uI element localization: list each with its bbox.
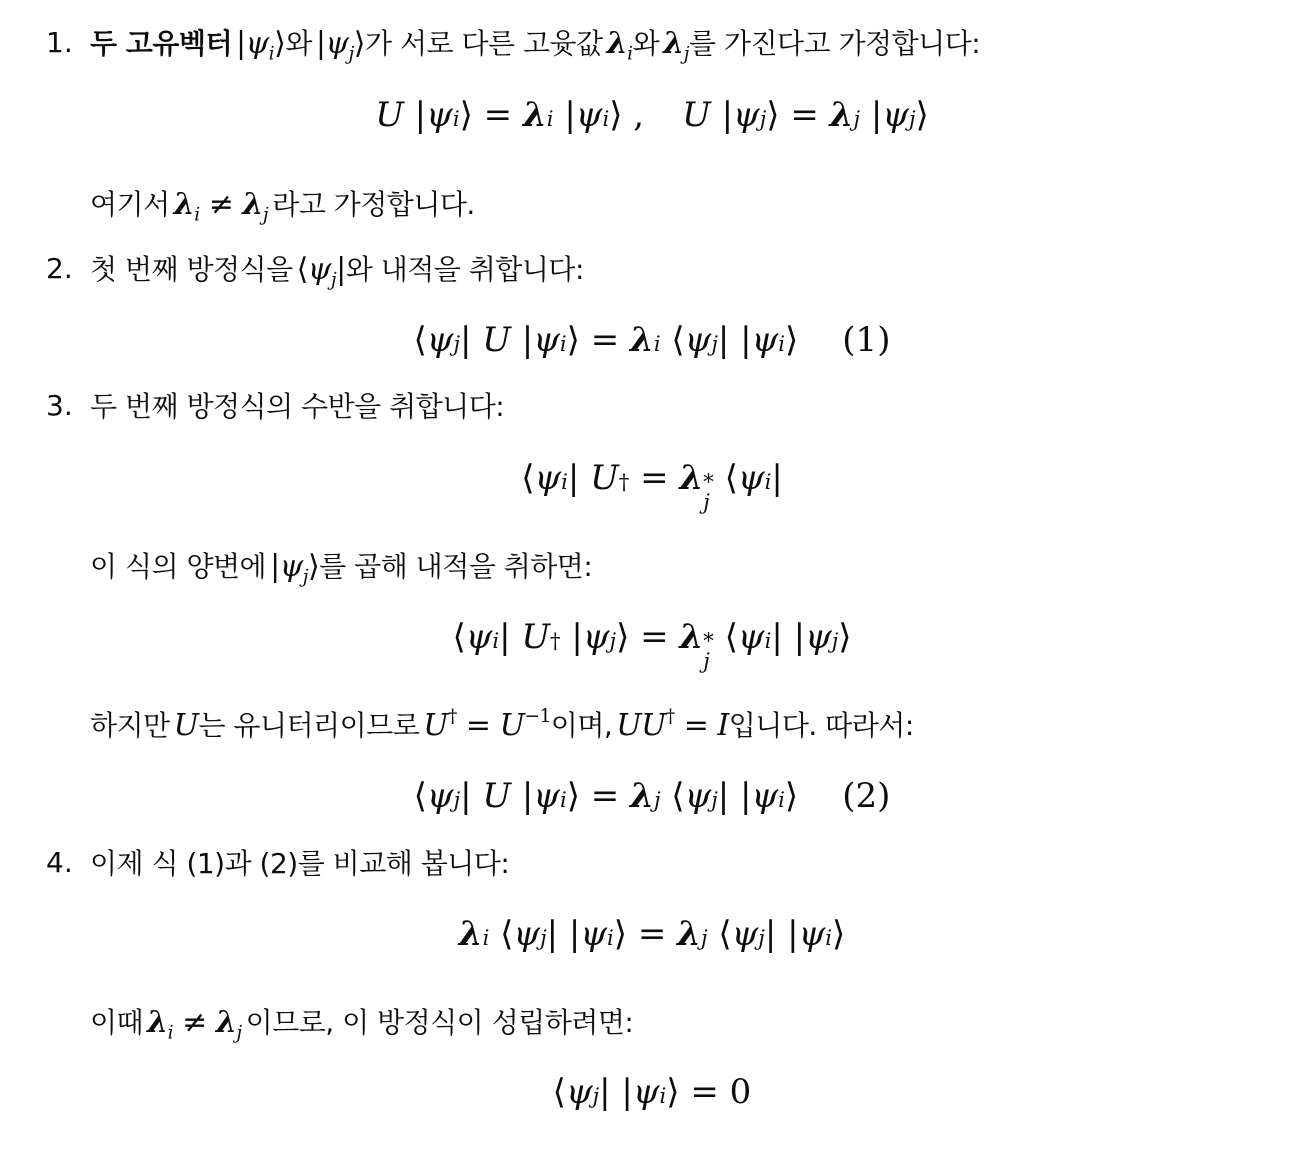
step-number: 1. — [46, 26, 73, 59]
unitary-tail: 입니다. 따라서: — [728, 709, 914, 742]
lambda-j: $\lambda_j$ — [663, 26, 689, 65]
step-number: 2. — [46, 252, 73, 285]
step-2-lead: 첫 번째 방정식을 — [90, 253, 293, 286]
step-1-note — [90, 183, 475, 226]
ket-psi-i: $|\psi_i⟩$ — [236, 26, 286, 65]
unitary-lead: 하지만 — [90, 709, 170, 742]
ket-psi-j: $|\psi_j⟩$ — [270, 549, 320, 588]
step-2-tail: 와 내적을 취합니다: — [345, 253, 584, 286]
step-2-intro — [90, 248, 584, 291]
lambda-inequality: $\lambda_i \ne \lambda_j$ — [173, 187, 269, 226]
unitary-part: 는 유니터리이므로 — [198, 709, 420, 742]
step-1-text-part: 를 가진다고 가정합니다: — [688, 27, 981, 60]
step-1-text-part: 와 — [285, 27, 312, 60]
adjoint-inner-product: ⟨ ψ i | U † | ψ j ⟩ = λ * j ⟨ ψ i | | ψ j ⟩ — [452, 617, 852, 674]
unitary-inverse-relation: $U^\dagger = U^{-1}$ — [423, 705, 551, 743]
adjoint-equation: ⟨ ψ i | U † = λ * j ⟨ ψ i | — [521, 458, 783, 515]
orthogonality-result: ⟨ ψ j | | ψ i ⟩ = 0 — [552, 1072, 752, 1112]
step-number: 3. — [46, 389, 73, 422]
step-3-text: 두 번째 방정식의 수반을 취합니다: — [90, 390, 505, 423]
ket-psi-j: $|\psi_j⟩$ — [315, 26, 365, 65]
equation-2: ⟨ ψ j | U | ψ i ⟩ = λ j ⟨ ψ j | | ψ i ⟩ (2) — [413, 776, 891, 816]
equation-number: (1) — [842, 320, 891, 360]
step-number: 4. — [46, 846, 73, 879]
note-tail: 이므로, 이 방정식이 성립하려면: — [245, 1006, 634, 1039]
step-4-intro — [90, 842, 509, 882]
lambda-inequality: $\lambda_i \ne \lambda_j$ — [147, 1005, 242, 1044]
note-lead: 여기서 — [90, 188, 170, 221]
step-4-text: 이제 식 (1)과 (2)를 비교해 봅니다: — [90, 847, 510, 880]
step-4-note — [90, 1001, 633, 1044]
bra-psi-j: $⟨\psi_j|$ — [296, 252, 346, 291]
step-3-intro — [90, 385, 504, 425]
equation-number: (2) — [842, 776, 891, 816]
comparison-equation: λ i ⟨ ψ j | | ψ i ⟩ = λ j ⟨ ψ j | | ψ i ⟩ — [458, 914, 846, 954]
step-1-text-part: 와 — [632, 27, 660, 60]
step-3-note — [90, 545, 592, 588]
note-tail: 를 곱해 내적을 취하면: — [319, 550, 593, 583]
unitary-identity-relation: UU† = I — [616, 705, 729, 743]
equation-1: ⟨ ψ j | U | ψ i ⟩ = λ i ⟨ ψ j | | ψ i ⟩ (1) — [413, 320, 891, 360]
note-lead: 이때 — [90, 1006, 144, 1039]
unitary-part: 이며, — [550, 709, 613, 742]
note-lead: 이 식의 양변에 — [90, 550, 267, 583]
operator-u: U — [173, 708, 199, 743]
note-tail: 라고 가정합니다. — [272, 188, 475, 221]
eigen-equations: U | ψ i ⟩ = λ i | ψ i ⟩ , U | ψ j ⟩ = λ j | ψ j ⟩ — [375, 95, 929, 135]
step-1-text-part: 가 서로 다른 고윳값 — [365, 27, 603, 60]
step-1-intro — [90, 22, 980, 65]
unitary-note — [90, 704, 914, 744]
result-value: 0 — [729, 1072, 752, 1112]
lambda-i: $\lambda_i$ — [606, 26, 633, 65]
step-1-bold-text: 두 고유벡터 — [90, 27, 232, 60]
